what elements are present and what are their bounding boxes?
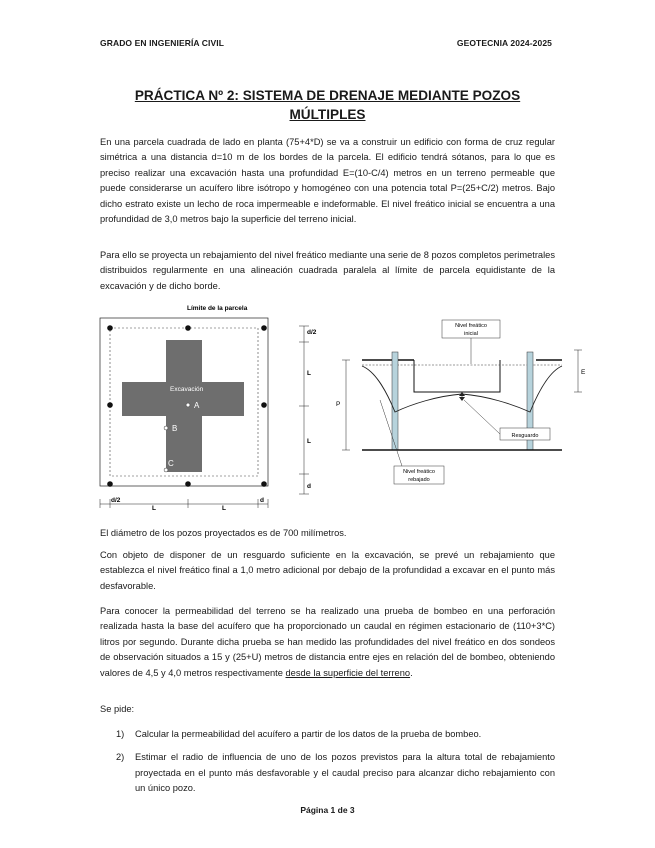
point-b-marker — [164, 426, 168, 430]
svg-text:inicial: inicial — [464, 331, 478, 337]
well-marker — [261, 481, 267, 487]
dim-d2-vert: d/2 — [307, 329, 317, 336]
paragraph-safety-margin: Con objeto de disponer de un resguardo suficiente en la excavación, se prevé un rebajamiento que establezca el nivel freático final a 1,0 metro adicional por debajo de la profundidad a excavar en el punto más desfavorable. — [100, 550, 555, 591]
paragraph-description: En una parcela cuadrada de lado en planta (75+4*D) se va a construir un edificio con forma de cruz regular simétrica a una distancia d=10 m de los bordes de la parcela. El edificio tendrá sótanos, para lo que es preciso realizar una excavación hasta una profundidad E=(10-C/4) metros en un terreno permeable que puede considerarse un acuífero libre isótropo y homogéneo con una potencia total P=(25+C/2) metros. Bajo dicho estrato existe un lecho de roca impermeable e indeformable. El nivel freático inicial se encuentra a una profundidad de 3,0 metros bajo la superficie del terreno inicial. — [100, 137, 555, 225]
list-item: 1) Calcular la permeabilidad del acuífero a partir de los datos de la prueba de bombeo. — [116, 729, 482, 739]
excavation-cross — [122, 340, 244, 472]
excavation-label: Excavación — [170, 386, 204, 393]
dim-L-vert-1: L — [307, 370, 311, 377]
dim-d-plan: d — [260, 497, 264, 504]
page-footer: Página 1 de 3 — [300, 805, 355, 815]
list-item: 2) Estimar el radio de influencia de uno de los pozos previstos para la altura total de rebajamiento proyectada en el punto más desfavorable y el caudal preciso para alcanzar dicho rebajamiento con un único pozo. — [116, 752, 555, 794]
paragraph-se-pide: Se pide: — [100, 704, 135, 714]
well-marker — [261, 402, 267, 408]
svg-text:rebajado: rebajado — [408, 477, 430, 483]
svg-text:Nivel freático: Nivel freático — [455, 323, 487, 329]
plan-vertical-dimensions — [299, 326, 317, 494]
svg-text:Nivel freático: Nivel freático — [403, 469, 435, 475]
point-a-marker — [186, 403, 190, 407]
paragraph-pumping-test: Para conocer la permeabilidad del terreno se ha realizado una prueba de bombeo en una perforación realizada hasta la base del acuífero que ha proporcionado un caudal en régimen estacionario de (110+3*C) litros por segundo. Durante dicha prueba se han medido las profundidades del nivel freático en dos sondeos de observación situados a 15 y (25+U) metros de distancia entre ejes en relación del de bombeo, obteniendo valores de 4,5 y 4,0 metros respectivamente desde la superficie del terreno. — [100, 606, 555, 678]
dim-L-vert-2: L — [307, 438, 311, 445]
underlined-phrase: desde la superficie del terreno — [285, 667, 411, 678]
header-course: GRADO EN INGENIERÍA CIVIL — [100, 38, 225, 48]
point-a-label: A — [194, 401, 200, 410]
section-view — [336, 320, 582, 484]
point-c-label: C — [168, 459, 174, 468]
drainage-figure — [92, 300, 586, 515]
dim-E: E — [581, 369, 586, 376]
well-marker — [107, 481, 113, 487]
svg-text:Resguardo: Resguardo — [511, 433, 539, 439]
well-marker — [261, 325, 267, 331]
well-marker — [185, 481, 191, 487]
page-title: PRÁCTICA Nº 2: SISTEMA DE DRENAJE MEDIANTE POZOS MÚLTIPLES — [134, 88, 521, 122]
header-subject: GEOTECNIA 2024-2025 — [456, 38, 552, 48]
dim-L-plan-2: L — [222, 505, 226, 512]
well-marker — [107, 325, 113, 331]
task-list — [100, 727, 555, 797]
point-c-marker — [164, 468, 168, 472]
dim-L-plan-1: L — [152, 505, 156, 512]
well-section-left — [392, 352, 398, 450]
well-marker — [107, 402, 113, 408]
paragraph-wells: Para ello se proyecta un rebajamiento del nivel freático mediante una serie de 8 pozos completos perimetrales distribuidos regularmente en una alineación cuadrada paralela al límite de parcela equidistante de la excavación y de dicho borde. — [100, 250, 555, 291]
dim-d2-plan: d/2 — [111, 497, 121, 504]
plan-title: Límite de la parcela — [187, 305, 248, 312]
paragraph-diameter: El diámetro de los pozos proyectados es de 700 milímetros. — [100, 528, 347, 538]
well-marker — [185, 325, 191, 331]
dim-P: P — [336, 401, 341, 408]
dim-d-vert: d — [307, 483, 311, 490]
plan-view — [100, 305, 268, 512]
point-b-label: B — [172, 424, 178, 433]
